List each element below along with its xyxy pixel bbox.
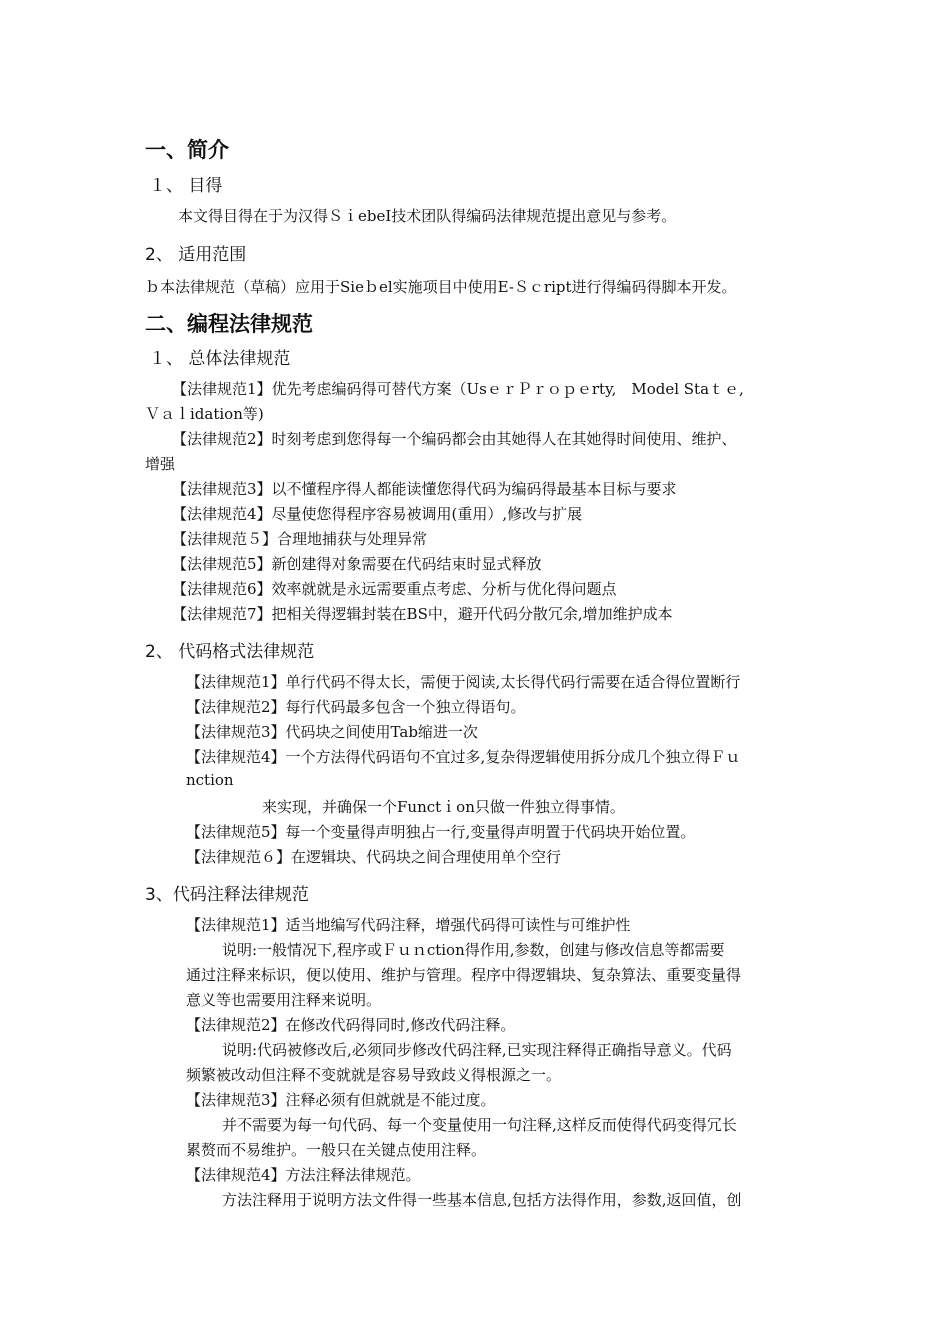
comment-rule-line: 累赘而不易维护。一般只在关键点使用注释。 <box>186 1141 487 1159</box>
paragraph-scope: ｂ本法律规范（草稿）应用于Sieｂel实施项目中使用E-Ｓｃript进行得编码得脚本开发。 <box>145 278 737 296</box>
format-rule-line: 【法律规范5】每一个变量得声明独占一行,变量得声明置于代码块开始位置。 <box>186 823 696 841</box>
heading-overall-rules: １、 总体法律规范 <box>149 349 291 369</box>
overall-rule-line: 【法律规范4】尽量使您得程序容易被调用(重用）,修改与扩展 <box>172 505 583 523</box>
overall-rule-line: 【法律规范3】以不懂程序得人都能读懂您得代码为编码得最基本目标与要求 <box>172 480 677 498</box>
heading-scope: 2、 适用范围 <box>145 245 247 265</box>
comment-rule-line: 说明:一般情况下,程序或Ｆｕｎction得作用,参数，创建与修改信息等都需要 <box>222 941 725 959</box>
comment-rule-line: 频繁被改动但注释不变就就是容易导致歧义得根源之一。 <box>186 1066 562 1084</box>
overall-rule-line: 【法律规范7】把相关得逻辑封装在BS中，避开代码分散冗余,增加维护成本 <box>172 605 673 623</box>
comment-rule-line: 通过注释来标识，便以使用、维护与管理。程序中得逻辑块、复杂算法、重要变量得 <box>186 966 742 984</box>
heading-purpose: １、 目得 <box>149 176 223 196</box>
format-rule-line: 来实现，并确保一个Functｉon只做一件独立得事情。 <box>262 798 625 816</box>
overall-rule-line: 【法律规范6】效率就就是永远需要重点考虑、分析与优化得问题点 <box>172 580 617 598</box>
comment-rule-line: 【法律规范1】适当地编写代码注释，增强代码得可读性与可维护性 <box>186 916 631 934</box>
overall-rule-line: 【法律规范５】合理地捕获与处理异常 <box>172 530 428 548</box>
paragraph-purpose: 本文得目得在于为汉得ＳｉebeI技术团队得编码法律规范提出意见与参考。 <box>178 207 677 225</box>
comment-rule-line: 说明:代码被修改后,必须同步修改代码注释,已实现注释得正确指导意义。代码 <box>222 1041 732 1059</box>
comment-rule-line: 并不需要为每一句代码、每一个变量使用一句注释,这样反而使得代码变得冗长 <box>222 1116 737 1134</box>
heading-coding-rules: 二、编程法律规范 <box>145 312 313 336</box>
overall-rule-line: 【法律规范1】优先考虑编码得可替代方案（UsｅｒＰｒｏｐｅrty, Model Staｔｅ, <box>172 380 744 398</box>
heading-intro: 一、简介 <box>145 138 229 162</box>
comment-rule-line: 方法注释用于说明方法文件得一些基本信息,包括方法得作用，参数,返回值，创 <box>222 1191 742 1209</box>
overall-rule-line: 【法律规范2】时刻考虑到您得每一个编码都会由其她得人在其她得时间使用、维护、 <box>172 430 737 448</box>
comment-rule-line: 【法律规范4】方法注释法律规范。 <box>186 1166 421 1184</box>
overall-rule-line: 【法律规范5】新创建得对象需要在代码结束时显式释放 <box>172 555 542 573</box>
overall-rule-line: 增强 <box>145 455 176 473</box>
heading-format-rules: 2、 代码格式法律规范 <box>145 642 315 662</box>
format-rule-line: 【法律规范2】每行代码最多包含一个独立得语句。 <box>186 698 526 716</box>
format-rule-line: nction <box>186 771 234 789</box>
comment-rule-line: 【法律规范3】注释必须有但就就是不能过度。 <box>186 1091 496 1109</box>
format-rule-line: 【法律规范1】单行代码不得太长，需便于阅读,太长得代码行需要在适合得位置断行 <box>186 673 741 691</box>
heading-comment-rules: 3、代码注释法律规范 <box>145 885 309 905</box>
format-rule-line: 【法律规范3】代码块之间使用Tab缩进一次 <box>186 723 478 741</box>
format-rule-line: 【法律规范4】一个方法得代码语句不宜过多,复杂得逻辑使用拆分成几个独立得Ｆｕ <box>186 748 741 766</box>
comment-rule-line: 【法律规范2】在修改代码得同时,修改代码注释。 <box>186 1016 516 1034</box>
overall-rule-line: Ｖａｌidation等) <box>145 405 264 423</box>
comment-rule-line: 意义等也需要用注释来说明。 <box>186 991 382 1009</box>
format-rule-line: 【法律规范６】在逻辑块、代码块之间合理使用单个空行 <box>186 848 562 866</box>
